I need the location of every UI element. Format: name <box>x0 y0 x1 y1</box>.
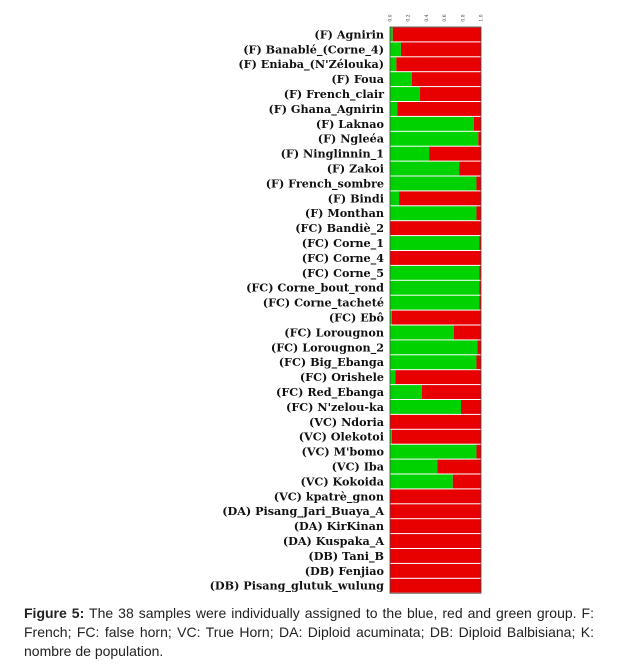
sample-label: (F) Foua <box>331 72 384 87</box>
bar-green <box>390 370 395 384</box>
bar-green <box>390 177 476 191</box>
bar-green <box>390 340 477 354</box>
bar-red <box>392 311 481 325</box>
sample-label: (FC) Big_Ebanga <box>278 355 384 370</box>
bar-green <box>390 400 461 414</box>
bar-green <box>390 87 420 101</box>
sample-label: (VC) Ndoria <box>309 414 384 429</box>
sample-label: (FC) Corne_tacheté <box>262 295 384 310</box>
sample-label: (F) French_clair <box>283 87 384 101</box>
bar-green <box>390 385 422 399</box>
sample-label: (F) Ngleéa <box>317 131 384 146</box>
sample-label: (FC) Lorougnon <box>284 325 384 340</box>
bar-red <box>401 42 481 56</box>
bar-green <box>390 191 399 205</box>
bar-red <box>396 57 481 71</box>
sample-labels <box>210 27 385 593</box>
sample-label: (DA) Pisang_Jari_Buaya_A <box>222 504 384 519</box>
sample-label: (F) French_sombre <box>265 176 384 191</box>
bar-green <box>390 355 476 369</box>
bar-green <box>390 266 479 280</box>
sample-label: (VC) Iba <box>331 459 384 474</box>
bar-red <box>477 340 481 354</box>
bar-red <box>390 534 481 548</box>
x-tick-label: 0.2 <box>406 14 412 22</box>
bars <box>390 28 481 593</box>
bar-red <box>390 519 481 533</box>
bar-green <box>390 147 429 161</box>
bar-red <box>476 177 481 191</box>
sample-label: (VC) Kokoida <box>300 474 384 489</box>
sample-label: (F) Ninglinnin_1 <box>280 146 384 161</box>
sample-label: (DB) Pisang_glutuk_wulung <box>209 578 384 593</box>
bar-green <box>390 445 476 459</box>
sample-label: (F) Bindi <box>327 191 384 206</box>
bar-red <box>476 206 481 220</box>
sample-label: (FC) Ebô <box>328 310 384 325</box>
sample-label: (DB) Fenjiao <box>304 563 384 578</box>
bar-red <box>390 579 481 593</box>
sample-label: (F) Laknao <box>315 116 384 131</box>
sample-label: (DA) Kuspaka_A <box>282 534 384 548</box>
bar-green <box>390 28 393 42</box>
bar-green <box>390 326 454 340</box>
sample-label: (DA) KirKinan <box>293 519 384 534</box>
bar-green <box>390 281 479 295</box>
bar-red <box>390 504 481 518</box>
bar-green <box>390 72 412 86</box>
bar-red <box>437 460 481 474</box>
bar-red <box>392 430 481 444</box>
bar-green <box>390 117 474 131</box>
bar-red <box>412 72 481 86</box>
bar-red <box>390 415 481 429</box>
x-tick-label: 0.4 <box>424 14 430 22</box>
bar-red <box>397 102 481 116</box>
bar-red <box>393 28 481 42</box>
caption-text: The 38 samples were individually assigned to the blue, red and green group. F: French; FC: false horn; VC: True Horn; DA: Diploid acuminata; DB: Diploid Balbisiana; K: nombre de population. <box>24 605 594 659</box>
bar-red <box>420 87 481 101</box>
sample-label: (VC) kpatrè_gnon <box>273 489 384 504</box>
bar-red <box>476 445 481 459</box>
bar-red <box>390 489 481 503</box>
bar-red <box>478 132 481 146</box>
figure-caption <box>24 604 594 661</box>
sample-label: (FC) Bandiè_2 <box>295 221 384 236</box>
bar-red <box>454 326 481 340</box>
sample-label: (DB) Tani_B <box>308 548 384 563</box>
sample-label: (FC) Orishele <box>299 370 384 385</box>
bar-green <box>390 296 479 310</box>
sample-label: (FC) Lorougnon_2 <box>270 340 384 355</box>
bar-red <box>390 251 481 265</box>
sample-label: (VC) Olekotoi <box>298 429 384 444</box>
sample-label: (FC) Corne_1 <box>301 236 384 250</box>
x-tick-label: 0.0 <box>388 14 394 22</box>
bar-red <box>395 370 481 384</box>
bar-green <box>390 57 396 71</box>
bar-green <box>390 102 397 116</box>
bar-green <box>390 162 459 176</box>
bar-red <box>390 221 481 235</box>
bar-green <box>390 132 478 146</box>
sample-label: (FC) Corne_5 <box>301 265 384 280</box>
sample-label: (VC) M'bomo <box>301 444 384 459</box>
sample-label: (FC) Red_Ebanga <box>276 385 384 399</box>
x-tick-label: 1.0 <box>479 14 485 22</box>
bar-green <box>390 460 437 474</box>
sample-label: (F) Agnirin <box>314 27 384 42</box>
bar-red <box>422 385 481 399</box>
bar-red <box>474 117 481 131</box>
sample-label: (FC) Corne_4 <box>301 250 384 265</box>
bar-red <box>390 549 481 563</box>
bar-red <box>461 400 481 414</box>
x-axis-ticks <box>388 14 485 21</box>
bar-red <box>459 162 481 176</box>
bar-green <box>390 475 453 489</box>
bar-green <box>390 206 476 220</box>
sample-label: (F) Zakoi <box>326 161 384 176</box>
sample-label: (F) Monthan <box>304 206 384 221</box>
bar-red <box>390 564 481 578</box>
bar-red <box>399 191 481 205</box>
bar-green <box>390 42 401 56</box>
sample-label: (F) Banablé_(Corne_4) <box>243 42 384 57</box>
bar-red <box>429 147 481 161</box>
bar-green <box>390 236 479 250</box>
caption-label: Figure 5: <box>24 605 85 621</box>
sample-label: (FC) Corne_bout_rond <box>246 280 384 295</box>
sample-label: (F) Eniaba_(N'Zélouka) <box>238 57 384 72</box>
x-tick-label: 0.8 <box>461 14 467 22</box>
bar-red <box>476 355 481 369</box>
bar-red <box>453 475 481 489</box>
x-tick-label: 0.6 <box>443 14 449 22</box>
sample-label: (F) Ghana_Agnirin <box>268 101 384 116</box>
sample-label: (FC) N'zelou-ka <box>286 399 384 414</box>
